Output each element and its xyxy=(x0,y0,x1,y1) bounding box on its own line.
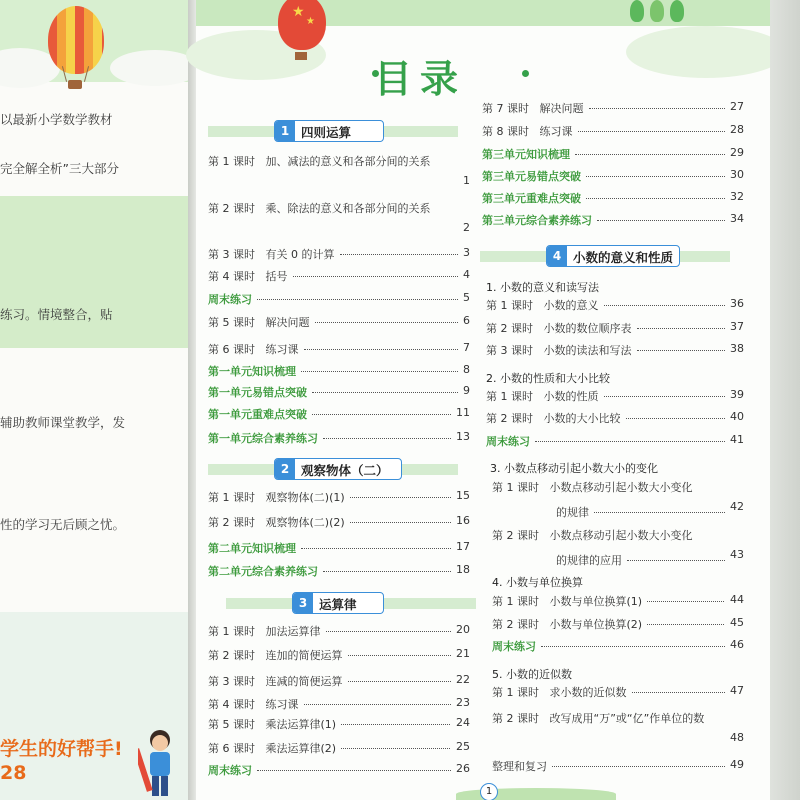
toc-entry xyxy=(208,268,470,284)
student-with-pencil-icon xyxy=(138,728,182,800)
lesson-title: 求小数的近似数 xyxy=(549,686,627,699)
toc-entry xyxy=(482,190,744,206)
lesson-number: 第 1 课时 xyxy=(492,595,539,608)
lesson-title: 第一单元重难点突破 xyxy=(208,408,307,421)
lesson-title: 加、减法的意义和各部分间的关系 xyxy=(265,155,431,168)
lesson-title: 练习课 xyxy=(265,698,299,711)
page-ref: 43 xyxy=(730,548,744,561)
toc-entry xyxy=(492,638,744,654)
lesson-number: 第 5 课时 xyxy=(208,718,255,731)
page-ref: 8 xyxy=(463,363,470,376)
page-ref: 21 xyxy=(456,647,470,660)
intro-text-line: 以最新小学数学教材 xyxy=(0,112,113,127)
toc-entry xyxy=(208,740,470,756)
intro-text-line: 完全解全析”三大部分 xyxy=(0,161,119,176)
lesson-title-continued: 的规律 xyxy=(556,506,589,519)
toc-entry xyxy=(208,430,470,446)
intro-text-line: 练习。情境整合，贴 xyxy=(0,307,113,322)
left-page-green-band xyxy=(0,196,190,348)
lesson-title: 第三单元易错点突破 xyxy=(482,170,581,183)
toc-entry xyxy=(492,616,744,632)
toc-entry xyxy=(486,297,744,313)
intro-text-line: 性的学习无后顾之忧。 xyxy=(0,517,126,532)
toc-entry xyxy=(208,489,470,505)
page-ref: 37 xyxy=(730,320,744,333)
left-page xyxy=(0,0,190,800)
toc-entry xyxy=(208,696,470,712)
page-ref: 41 xyxy=(730,433,744,446)
lesson-number: 第 2 课时 xyxy=(208,516,255,529)
toc-entry xyxy=(208,647,470,663)
star-icon: ★ xyxy=(292,4,305,20)
lesson-title: 第一单元综合素养练习 xyxy=(208,432,318,445)
toc-entry xyxy=(208,716,470,732)
lesson-number: 第 5 课时 xyxy=(208,316,255,329)
page-ref: 16 xyxy=(456,514,470,527)
lesson-number: 第 2 课时 xyxy=(486,322,533,335)
lesson-number: 第 1 课时 xyxy=(486,390,533,403)
toc-entry xyxy=(486,433,744,449)
toc-entry xyxy=(208,540,470,556)
section-heading: 4. 小数与单位换算 xyxy=(492,576,583,589)
lesson-number: 第 4 课时 xyxy=(208,698,255,711)
lesson-number: 第 2 课时 xyxy=(492,712,539,725)
lesson-number: 第 3 课时 xyxy=(486,344,533,357)
toc-entry xyxy=(492,479,744,520)
page-ref: 46 xyxy=(730,638,744,651)
balloon-basket-icon xyxy=(295,52,307,60)
lesson-title: 加法运算律 xyxy=(265,625,321,638)
toc-entry xyxy=(482,123,744,139)
page-ref: 29 xyxy=(730,146,744,159)
lesson-title: 小数的数位顺序表 xyxy=(543,322,632,335)
unit-banner xyxy=(480,245,730,267)
lesson-title: 第一单元知识梳理 xyxy=(208,365,296,378)
page-ref: 23 xyxy=(456,696,470,709)
section-heading: 2. 小数的性质和大小比较 xyxy=(486,372,610,385)
lesson-title: 解决问题 xyxy=(265,316,310,329)
page-ref: 38 xyxy=(730,342,744,355)
lesson-number: 第 2 课时 xyxy=(492,618,539,631)
lesson-title: 小数的意义 xyxy=(543,299,599,312)
lesson-title: 改写成用“万”或“亿”作单位的数 xyxy=(549,712,705,725)
lesson-title: 第三单元重难点突破 xyxy=(482,192,581,205)
slogan-text: 学生的好帮手! xyxy=(0,738,123,760)
lesson-number: 第 3 课时 xyxy=(208,675,255,688)
lesson-title: 练习课 xyxy=(265,343,299,356)
lesson-title: 乘、除法的意义和各部分间的关系 xyxy=(265,202,431,215)
page-ref: 20 xyxy=(456,623,470,636)
lesson-title: 小数的性质 xyxy=(543,390,599,403)
page-ref: 6 xyxy=(463,314,470,327)
toc-entry xyxy=(482,146,744,162)
lesson-title: 小数与单位换算(2) xyxy=(549,618,643,631)
unit-number: 2 xyxy=(275,459,295,479)
page-ref: 24 xyxy=(456,716,470,729)
toc-entry xyxy=(486,388,744,404)
toc-entry xyxy=(492,710,744,744)
page-ref: 13 xyxy=(456,430,470,443)
page-ref: 40 xyxy=(730,410,744,423)
lesson-title: 周末练习 xyxy=(208,764,252,777)
toc-entry xyxy=(486,342,744,358)
toc-entry xyxy=(208,623,470,639)
page-ref: 17 xyxy=(456,540,470,553)
toc-entry xyxy=(492,758,744,774)
toc-entry xyxy=(208,291,470,307)
toc-entry xyxy=(482,168,744,184)
toc-entry xyxy=(208,384,470,400)
page-title: 目录 xyxy=(374,57,467,101)
lesson-title: 观察物体(二)(1) xyxy=(265,491,345,504)
page-ref: 2 xyxy=(463,221,470,234)
page-ref: 30 xyxy=(730,168,744,181)
lesson-title: 第二单元综合素养练习 xyxy=(208,565,318,578)
unit-number: 3 xyxy=(293,593,313,613)
lesson-title: 括号 xyxy=(265,270,288,283)
page-ref: 3 xyxy=(463,246,470,259)
lesson-title: 小数点移动引起小数大小变化 xyxy=(549,529,693,542)
lesson-number: 第 7 课时 xyxy=(482,102,529,115)
toc-entry xyxy=(486,410,744,426)
lesson-number: 第 1 课时 xyxy=(492,686,539,699)
lesson-title: 整理和复习 xyxy=(492,760,547,773)
page-ref: 34 xyxy=(730,212,744,225)
intro-text-line: 辅助教师课堂教学，发 xyxy=(0,415,126,430)
lesson-title: 小数与单位换算(1) xyxy=(549,595,643,608)
page-ref: 5 xyxy=(463,291,470,304)
page-ref: 15 xyxy=(456,489,470,502)
left-page-header-art xyxy=(0,0,190,82)
page-ref: 18 xyxy=(456,563,470,576)
star-icon: ★ xyxy=(306,16,315,27)
lesson-number: 第 6 课时 xyxy=(208,343,255,356)
page-ref: 36 xyxy=(730,297,744,310)
lesson-number: 第 2 课时 xyxy=(492,529,539,542)
unit-banner xyxy=(226,592,476,614)
lesson-number: 第 6 课时 xyxy=(208,742,255,755)
toc-entry xyxy=(208,406,470,422)
lesson-number: 第 3 课时 xyxy=(208,248,255,261)
lesson-title: 第一单元易错点突破 xyxy=(208,386,307,399)
toc-entry xyxy=(492,684,744,700)
unit-number: 1 xyxy=(275,121,295,141)
section-heading: 5. 小数的近似数 xyxy=(492,668,572,681)
page-ref: 47 xyxy=(730,684,744,697)
toc-entry xyxy=(208,153,470,187)
page-ref: 49 xyxy=(730,758,744,771)
page-ref: 25 xyxy=(456,740,470,753)
page-ref: 26 xyxy=(456,762,470,775)
toc-entry xyxy=(208,563,470,579)
lesson-number: 第 4 课时 xyxy=(208,270,255,283)
toc-entry xyxy=(492,593,744,609)
lesson-title: 连加的简便运算 xyxy=(265,649,343,662)
page-ref: 44 xyxy=(730,593,744,606)
price-text: 28 xyxy=(0,762,27,784)
unit-title: 四则运算 xyxy=(301,125,352,140)
page-ref: 32 xyxy=(730,190,744,203)
page-ref: 42 xyxy=(730,500,744,513)
page-ref: 45 xyxy=(730,616,744,629)
hot-air-balloon-icon xyxy=(48,6,104,74)
lesson-number: 第 2 课时 xyxy=(486,412,533,425)
lesson-title: 周末练习 xyxy=(208,293,252,306)
lesson-title: 第二单元知识梳理 xyxy=(208,542,296,555)
lesson-number: 第 1 课时 xyxy=(492,481,539,494)
balloon-basket-icon xyxy=(68,80,82,89)
lesson-title: 有关 0 的计算 xyxy=(265,248,335,261)
page-ref: 28 xyxy=(730,123,744,136)
lesson-title: 第三单元知识梳理 xyxy=(482,148,570,161)
lesson-number: 第 8 课时 xyxy=(482,125,529,138)
lesson-number: 第 1 课时 xyxy=(208,155,255,168)
page-ref: 4 xyxy=(463,268,470,281)
trees-decoration xyxy=(626,0,716,20)
toc-entry xyxy=(208,762,470,778)
page-ref: 48 xyxy=(730,731,744,744)
lesson-title: 连减的简便运算 xyxy=(265,675,343,688)
lesson-title: 练习课 xyxy=(539,125,573,138)
lesson-title: 小数点移动引起小数大小变化 xyxy=(549,481,693,494)
lesson-number: 第 1 课时 xyxy=(208,491,255,504)
lesson-title: 小数的大小比较 xyxy=(543,412,621,425)
page-ref: 39 xyxy=(730,388,744,401)
unit-number: 4 xyxy=(547,246,567,266)
toc-page xyxy=(196,0,770,800)
unit-title: 运算律 xyxy=(319,597,357,612)
lesson-number: 第 2 课时 xyxy=(208,202,255,215)
page-ref: 7 xyxy=(463,341,470,354)
lesson-number: 第 2 课时 xyxy=(208,649,255,662)
lesson-title: 周末练习 xyxy=(492,640,536,653)
lesson-title: 观察物体(二)(2) xyxy=(265,516,345,529)
cloud-decoration xyxy=(626,26,786,78)
toc-entry xyxy=(482,100,744,116)
page-ref: 27 xyxy=(730,100,744,113)
section-heading: 3. 小数点移动引起小数大小的变化 xyxy=(490,462,658,475)
toc-entry xyxy=(208,363,470,379)
toc-entry xyxy=(208,673,470,689)
toc-entry xyxy=(486,320,744,336)
page-ref: 9 xyxy=(463,384,470,397)
toc-entry xyxy=(492,527,744,568)
lesson-title-continued: 的规律的应用 xyxy=(556,554,622,567)
page-edge-shadow xyxy=(770,0,800,800)
lesson-number: 第 1 课时 xyxy=(208,625,255,638)
unit-banner xyxy=(208,458,458,480)
page-ref: 1 xyxy=(463,174,470,187)
lesson-title: 解决问题 xyxy=(539,102,584,115)
toc-entry xyxy=(482,212,744,228)
unit-title: 小数的意义和性质 xyxy=(573,250,674,265)
lesson-title: 乘法运算律(1) xyxy=(265,718,337,731)
toc-entry xyxy=(208,314,470,330)
lesson-number: 第 1 课时 xyxy=(486,299,533,312)
page-ref: 11 xyxy=(456,406,470,419)
toc-entry xyxy=(208,246,470,262)
unit-title: 观察物体（二） xyxy=(301,463,389,478)
page-ref: 22 xyxy=(456,673,470,686)
unit-banner xyxy=(208,120,458,142)
lesson-title: 第三单元综合素养练习 xyxy=(482,214,592,227)
section-heading: 1. 小数的意义和读写法 xyxy=(486,281,599,294)
page-number: 1 xyxy=(480,783,498,800)
lesson-title: 小数的读法和写法 xyxy=(543,344,632,357)
toc-entry xyxy=(208,341,470,357)
toc-entry xyxy=(208,514,470,530)
lesson-title: 乘法运算律(2) xyxy=(265,742,337,755)
toc-entry xyxy=(208,200,470,234)
lesson-title: 周末练习 xyxy=(486,435,530,448)
